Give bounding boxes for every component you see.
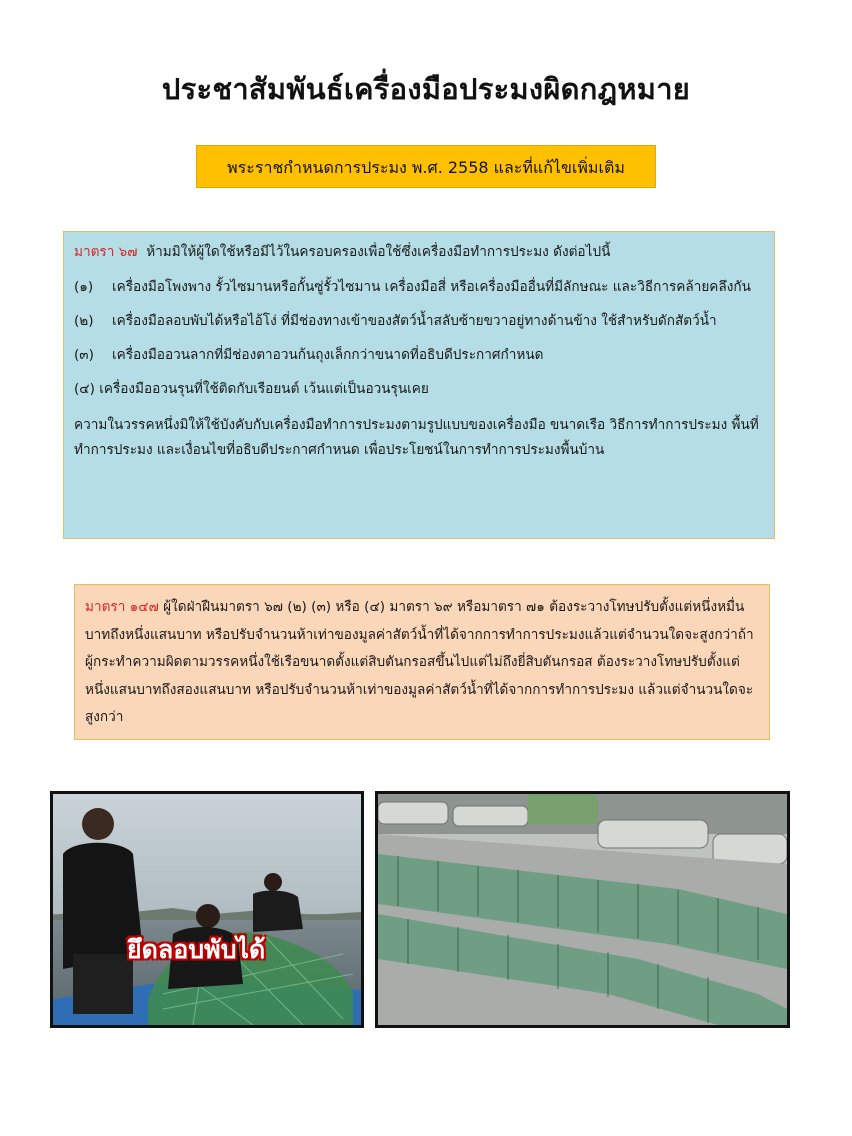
- photo-seizure: [50, 791, 364, 1028]
- subtitle-banner: พระราชกำหนดการประมง พ.ศ. 2558 และที่แก้ไขเพิ่มเติม: [196, 145, 656, 188]
- item-text: เครื่องมืออวนลากที่มีช่องตาอวนก้นถุงเล็กกว่าขนาดที่อธิบดีประกาศกำหนด: [112, 347, 544, 363]
- section-147-label: มาตรา ๑๔๗: [85, 599, 159, 615]
- section-147-box: [74, 584, 770, 740]
- section-67-intro: ห้ามมิให้ผู้ใดใช้หรือมีไว้ในครอบครองเพื่อใช้ซึ่งเครื่องมือทำการประมง ดังต่อไปนี้: [146, 244, 611, 260]
- section-67-item-1: [74, 277, 764, 297]
- section-67-item-2: [74, 311, 764, 331]
- photo-traps: [375, 791, 790, 1028]
- photo-seizure-image: [53, 794, 361, 1025]
- section-147-text-block: [85, 594, 759, 732]
- section-147-text: ผู้ใดฝ่าฝืนมาตรา ๖๗ (๒) (๓) หรือ (๔) มาตรา ๖๙ หรือมาตรา ๗๑ ต้องระวางโทษปรับตั้งแต่หนึ่งหมื่นบาทถึงหนึ่งแสนบาท หรือปรับจำนวนห้าเท่าของมูลค่าสัตว์น้ำที่ได้จากการทำการประมงแล้วแต่จำนวนใดจะสูงกว่าถ้าผู้กระทำความผิดตามวรรคหนึ่งใช้เรือขนาดตั้งแต่สิบตันกรอสขึ้นไปแต่ไม่ถึงยี่สิบตันกรอส ต้องระวางโทษปรับตั้งแต่หนึ่งแสนบาทถึงสองแสนบาท หรือปรับจำนวนห้าเท่าของมูลค่าสัตว์น้ำที่ได้จากการทำการประมง แล้วแต่จำนวนใดจะสูงกว่า: [85, 599, 754, 725]
- item-text: เครื่องมือโพงพาง รั้วไซมานหรือกั้นซู่รั้วไซมาน เครื่องมือสี่ หรือเครื่องมืออื่นที่มีลักษณะ และวิธีการคล้ายคลึงกัน: [112, 279, 751, 295]
- item-number: (๓): [74, 347, 94, 363]
- section-67-intro-line: [74, 242, 764, 262]
- section-67-item-4: (๔) เครื่องมืออวนรุนที่ใช้ติดกับเรือยนต์ เว้นแต่เป็นอวนรุนเคย: [74, 381, 429, 397]
- section-67-paragraph: ความในวรรคหนึ่งมิให้ใช้บังคับกับเครื่องมือทำการประมงตามรูปแบบของเครื่องมือ ขนาดเรือ วิธีการทำการประมง พื้นที่ทำการประมง และเงื่อนไขที่อธิบดีประกาศกำหนด เพื่อประโยชน์ในการทำการประมงพื้นบ้าน: [74, 417, 759, 458]
- item-text: เครื่องมือลอบพับได้หรือไอ้โง่ ที่มีช่องทางเข้าของสัตว์น้ำสลับซ้ายขวาอยู่ทางด้านข้าง ใช้สำหรับดักสัตว์น้ำ: [112, 313, 717, 329]
- section-67-box: [63, 231, 775, 539]
- section-67-item-3: [74, 345, 764, 365]
- page-title: ประชาสัมพันธ์เครื่องมือประมงผิดกฎหมาย: [161, 72, 691, 106]
- photo-traps-image: [378, 794, 787, 1025]
- item-number: (๒): [74, 313, 94, 329]
- photo-caption: ยึดลอบพับได้: [127, 935, 266, 964]
- item-number: (๑): [74, 279, 94, 295]
- section-67-label: มาตรา ๖๗: [74, 244, 138, 260]
